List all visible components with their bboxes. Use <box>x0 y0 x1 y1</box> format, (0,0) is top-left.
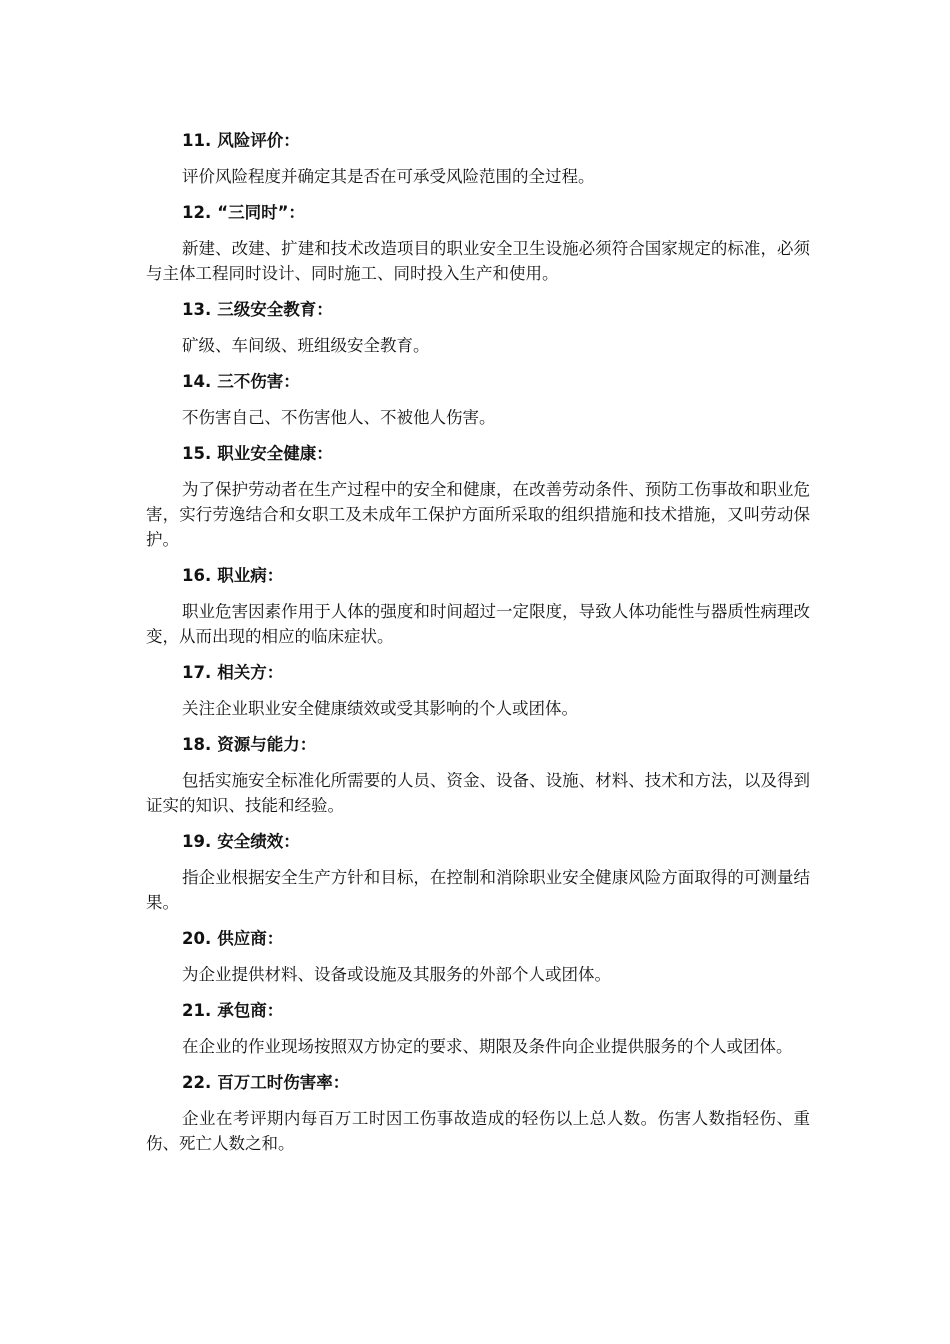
term-heading <box>146 829 810 855</box>
term-definition: 企业在考评期内每百万工时因工伤事故造成的轻伤以上总人数。伤害人数指轻伤、重伤、死亡人数之和。 <box>146 1109 810 1153</box>
term-heading <box>146 926 810 952</box>
term-definition: 指企业根据安全生产方针和目标，在控制和消除职业安全健康风险方面取得的可测量结果。 <box>146 868 810 912</box>
term-title: 安全绩效： <box>217 832 300 851</box>
term-number: 22. <box>182 1073 212 1092</box>
term-21 <box>146 998 810 1059</box>
term-heading <box>146 297 810 323</box>
term-definition: 不伤害自己、不伤害他人、不被他人伤害。 <box>182 408 496 427</box>
term-number: 19. <box>182 832 212 851</box>
term-title: 职业病： <box>217 566 284 585</box>
term-18 <box>146 732 810 818</box>
term-definition: 为企业提供材料、设备或设施及其服务的外部个人或团体。 <box>182 965 611 984</box>
term-heading <box>146 1070 810 1096</box>
term-title: 职业安全健康： <box>217 444 333 463</box>
term-number: 15. <box>182 444 212 463</box>
term-title: “三同时”： <box>217 203 305 222</box>
term-definition: 关注企业职业安全健康绩效或受其影响的个人或团体。 <box>182 699 578 718</box>
term-heading <box>146 660 810 686</box>
term-15 <box>146 441 810 552</box>
term-number: 18. <box>182 735 212 754</box>
term-number: 17. <box>182 663 212 682</box>
term-title: 资源与能力： <box>217 735 317 754</box>
term-heading <box>146 200 810 226</box>
term-definition: 新建、改建、扩建和技术改造项目的职业安全卫生设施必须符合国家规定的标准，必须与主体工程同时设计、同时施工、同时投入生产和使用。 <box>146 239 810 283</box>
term-title: 三不伤害： <box>217 372 300 391</box>
term-title: 三级安全教育： <box>217 300 333 319</box>
term-14 <box>146 369 810 430</box>
term-heading <box>146 563 810 589</box>
term-number: 13. <box>182 300 212 319</box>
term-number: 20. <box>182 929 212 948</box>
term-number: 11. <box>182 131 212 150</box>
term-definition: 职业危害因素作用于人体的强度和时间超过一定限度，导致人体功能性与器质性病理改变，从而出现的相应的临床症状。 <box>146 602 810 646</box>
term-title: 承包商： <box>217 1001 284 1020</box>
term-16 <box>146 563 810 649</box>
term-title: 供应商： <box>217 929 284 948</box>
term-heading <box>146 998 810 1024</box>
term-number: 21. <box>182 1001 212 1020</box>
term-heading <box>146 441 810 467</box>
term-number: 16. <box>182 566 212 585</box>
term-title: 风险评价： <box>217 131 300 150</box>
term-definition: 为了保护劳动者在生产过程中的安全和健康，在改善劳动条件、预防工伤事故和职业危害，实行劳逸结合和女职工及未成年工保护方面所采取的组织措施和技术措施，又叫劳动保护。 <box>146 480 810 549</box>
term-20 <box>146 926 810 987</box>
term-title: 相关方： <box>217 663 284 682</box>
term-number: 12. <box>182 203 212 222</box>
term-definition: 矿级、车间级、班组级安全教育。 <box>182 336 430 355</box>
term-number: 14. <box>182 372 212 391</box>
term-19 <box>146 829 810 915</box>
term-heading <box>146 369 810 395</box>
term-title: 百万工时伤害率： <box>217 1073 350 1092</box>
term-heading <box>146 128 810 154</box>
term-heading <box>146 732 810 758</box>
document-page <box>146 120 810 1162</box>
term-definition: 评价风险程度并确定其是否在可承受风险范围的全过程。 <box>182 167 595 186</box>
term-17 <box>146 660 810 721</box>
term-definition: 在企业的作业现场按照双方协定的要求、期限及条件向企业提供服务的个人或团体。 <box>182 1037 793 1056</box>
term-22 <box>146 1070 810 1156</box>
term-12 <box>146 200 810 286</box>
term-definition: 包括实施安全标准化所需要的人员、资金、设备、设施、材料、技术和方法，以及得到证实的知识、技能和经验。 <box>146 771 810 815</box>
term-11 <box>146 128 810 189</box>
term-13 <box>146 297 810 358</box>
